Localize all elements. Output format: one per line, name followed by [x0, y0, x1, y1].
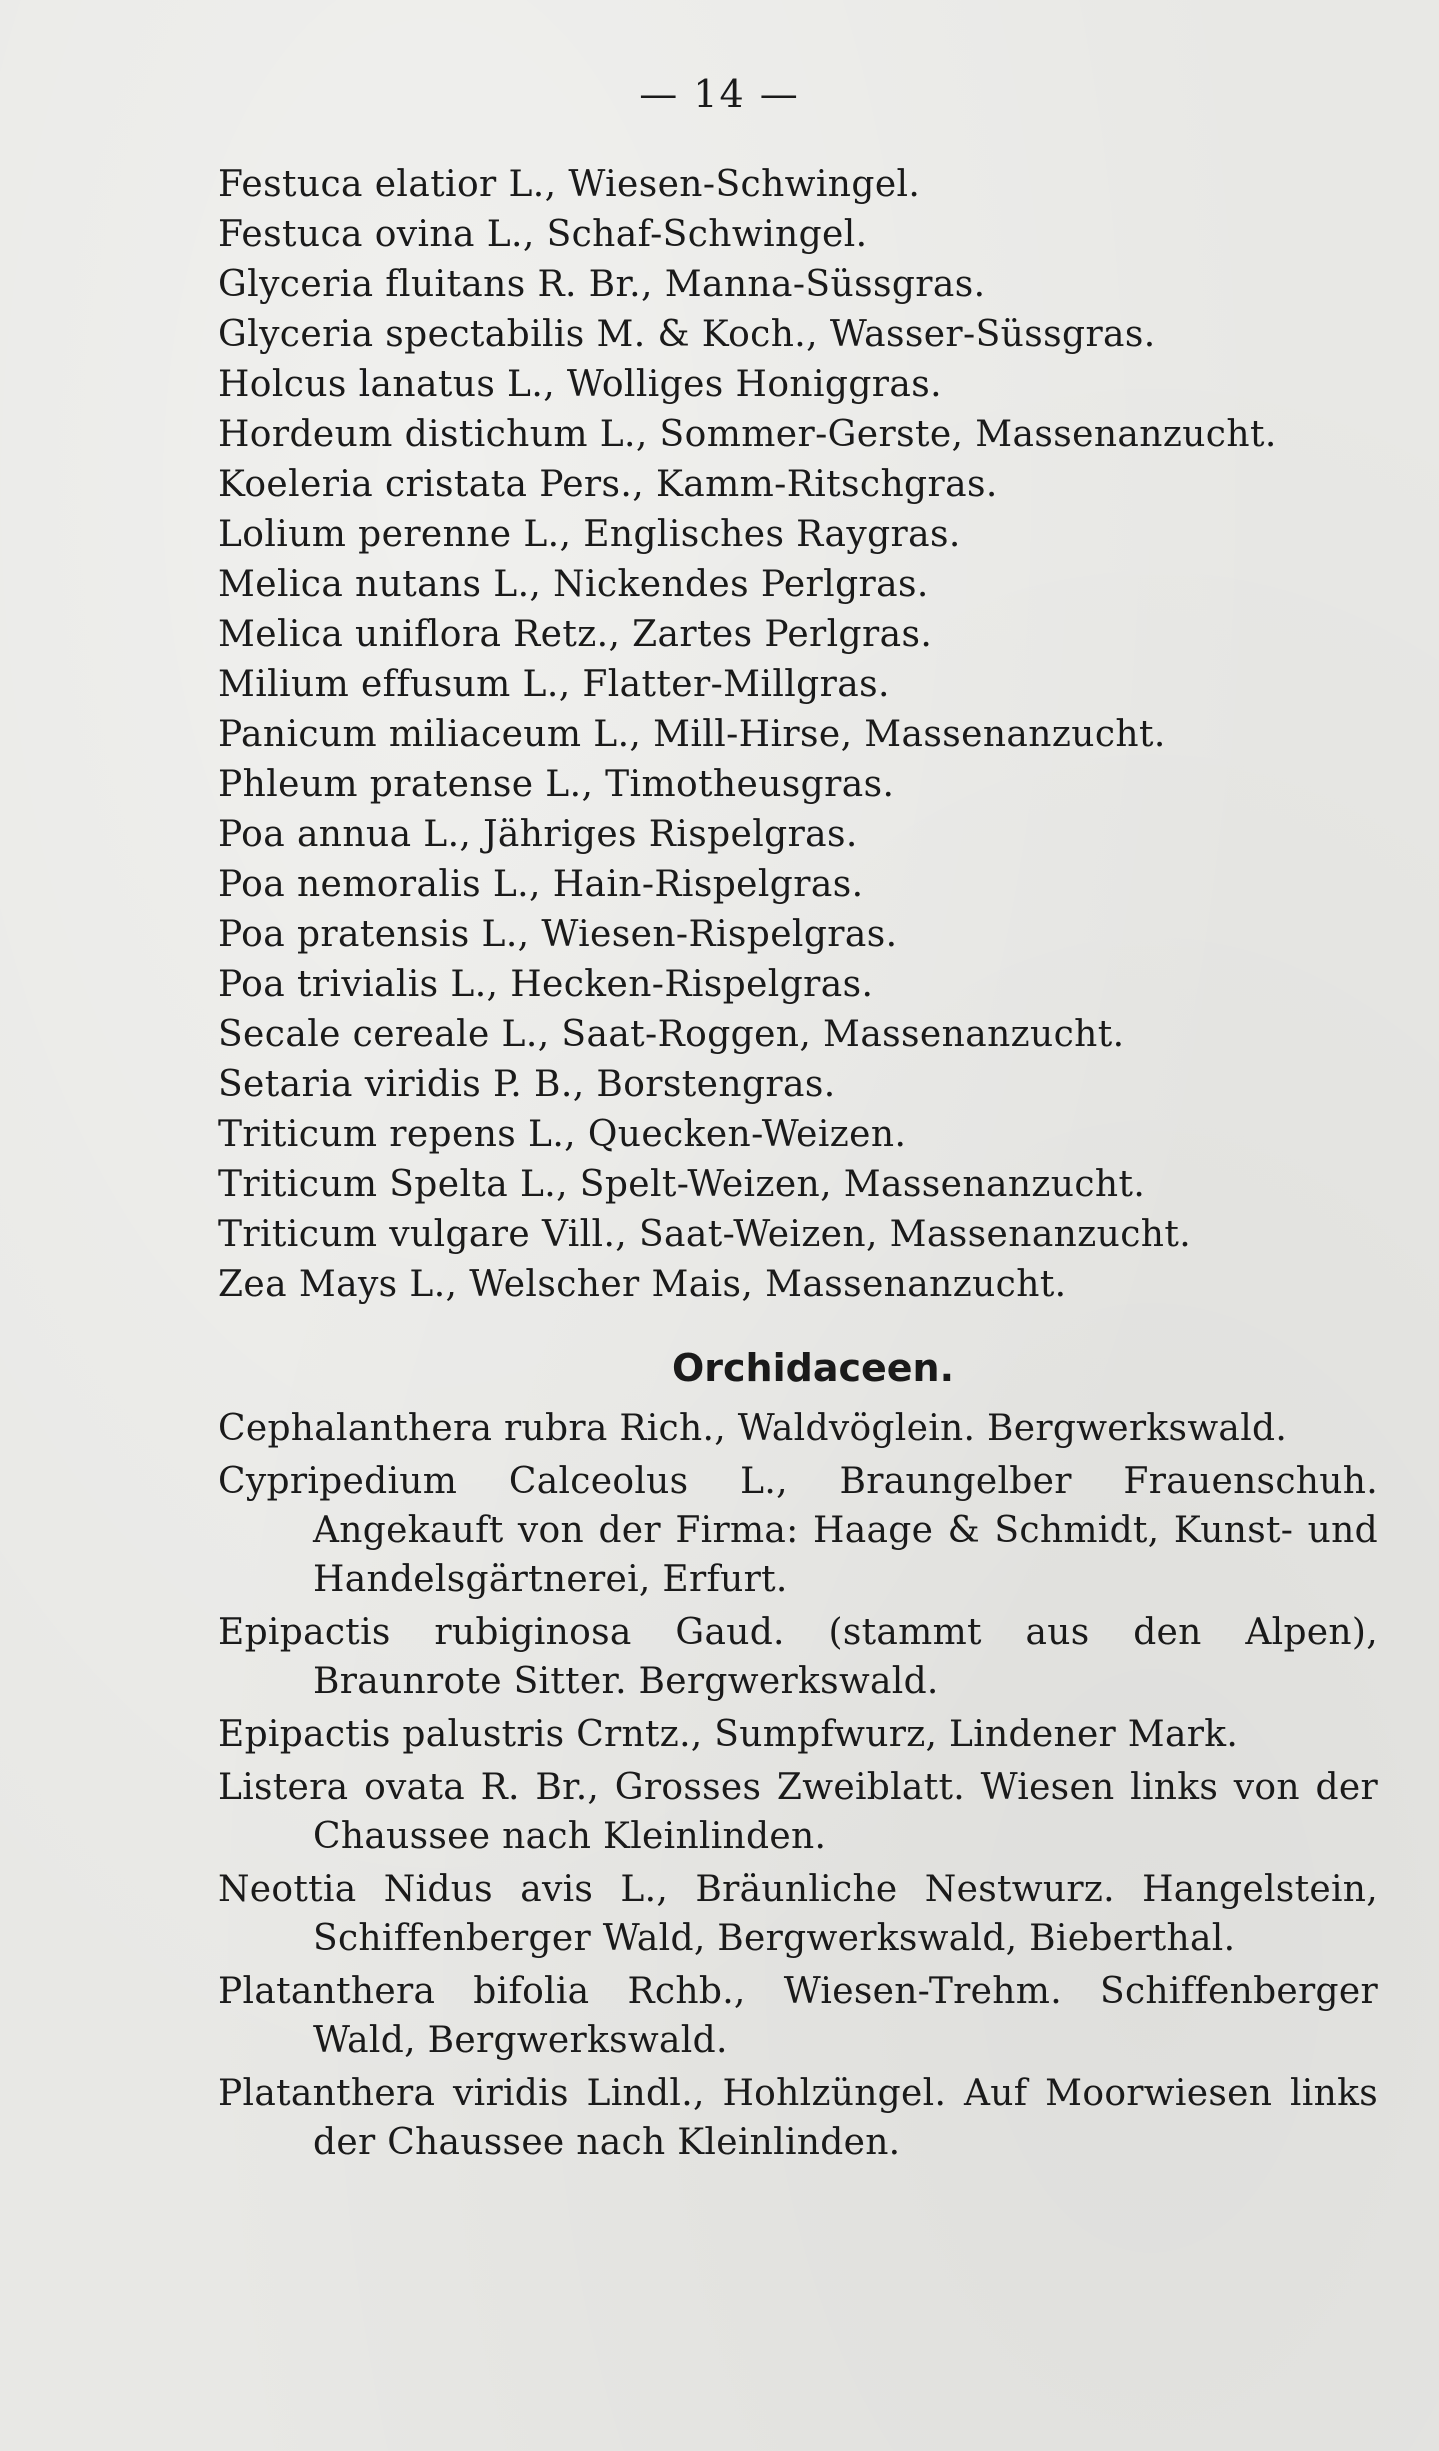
section-heading-orchidaceen: Orchidaceen.	[671, 1346, 955, 1390]
list-item: Holcus lanatus L., Wolliges Honiggras.	[218, 364, 942, 405]
list-item: Poa pratensis L., Wiesen-Rispelgras.	[218, 914, 898, 955]
list-item: Triticum repens L., Quecken-Weizen.	[218, 1114, 907, 1155]
list-item: Neottia Nidus avis L., Bräunliche Nestwurz. Hangelstein, Schiffenberger Wald, Bergwerkswald, Bieberthal.	[218, 1869, 1378, 1959]
list-item: Melica uniflora Retz., Zartes Perlgras.	[218, 614, 933, 655]
list-item: Poa nemoralis L., Hain-Rispelgras.	[218, 864, 864, 905]
list-item: Milium effusum L., Flatter-Millgras.	[218, 664, 890, 705]
list-item: Zea Mays L., Welscher Mais, Massenanzucht.	[218, 1264, 1067, 1305]
list-item: Cephalanthera rubra Rich., Waldvöglein. Bergwerkswald.	[218, 1408, 1288, 1449]
list-item: Listera ovata R. Br., Grosses Zweiblatt. Wiesen links von der Chaussee nach Kleinlinden.	[218, 1767, 1378, 1857]
page-number: — 14 —	[639, 72, 800, 116]
grass-list	[218, 160, 1378, 1310]
list-item: Melica nutans L., Nickendes Perlgras.	[218, 564, 929, 605]
list-item: Hordeum distichum L., Sommer-Gerste, Massenanzucht.	[218, 414, 1277, 455]
list-item: Festuca ovina L., Schaf-Schwingel.	[218, 214, 868, 255]
list-item: Cypripedium Calceolus L., Braungelber Frauenschuh. Angekauft von der Firma: Haage & Schmidt, Kunst- und Handelsgärtnerei, Erfurt.	[218, 1461, 1378, 1600]
list-item: Poa annua L., Jähriges Rispelgras.	[218, 814, 858, 855]
list-item: Triticum vulgare Vill., Saat-Weizen, Massenanzucht.	[218, 1214, 1192, 1255]
list-item: Platanthera bifolia Rchb., Wiesen-Trehm. Schiffenberger Wald, Bergwerkswald.	[218, 1971, 1378, 2061]
list-item: Festuca elatior L., Wiesen-Schwingel.	[218, 164, 921, 205]
list-item: Epipactis palustris Crntz., Sumpfwurz, Lindener Mark.	[218, 1714, 1239, 1755]
list-item: Triticum Spelta L., Spelt-Weizen, Massenanzucht.	[218, 1164, 1146, 1205]
list-item: Panicum miliaceum L., Mill-Hirse, Massenanzucht.	[218, 714, 1166, 755]
list-item: Koeleria cristata Pers., Kamm-Ritschgras.	[218, 464, 998, 505]
list-item: Glyceria fluitans R. Br., Manna-Süssgras.	[218, 264, 986, 305]
page-content	[218, 160, 1378, 2171]
list-item: Poa trivialis L., Hecken-Rispelgras.	[218, 964, 874, 1005]
list-item: Phleum pratense L., Timotheusgras.	[218, 764, 895, 805]
list-item: Platanthera viridis Lindl., Hohlzüngel. Auf Moorwiesen links der Chaussee nach Kleinlinden.	[218, 2073, 1378, 2163]
list-item: Lolium perenne L., Englisches Raygras.	[218, 514, 961, 555]
list-item: Secale cereale L., Saat-Roggen, Massenanzucht.	[218, 1014, 1125, 1055]
list-item: Setaria viridis P. B., Borstengras.	[218, 1064, 836, 1105]
orchid-list	[218, 1404, 1378, 2167]
list-item: Epipactis rubiginosa Gaud. (stammt aus den Alpen), Braunrote Sitter. Bergwerkswald.	[218, 1612, 1378, 1702]
list-item: Glyceria spectabilis M. & Koch., Wasser-Süssgras.	[218, 314, 1156, 355]
